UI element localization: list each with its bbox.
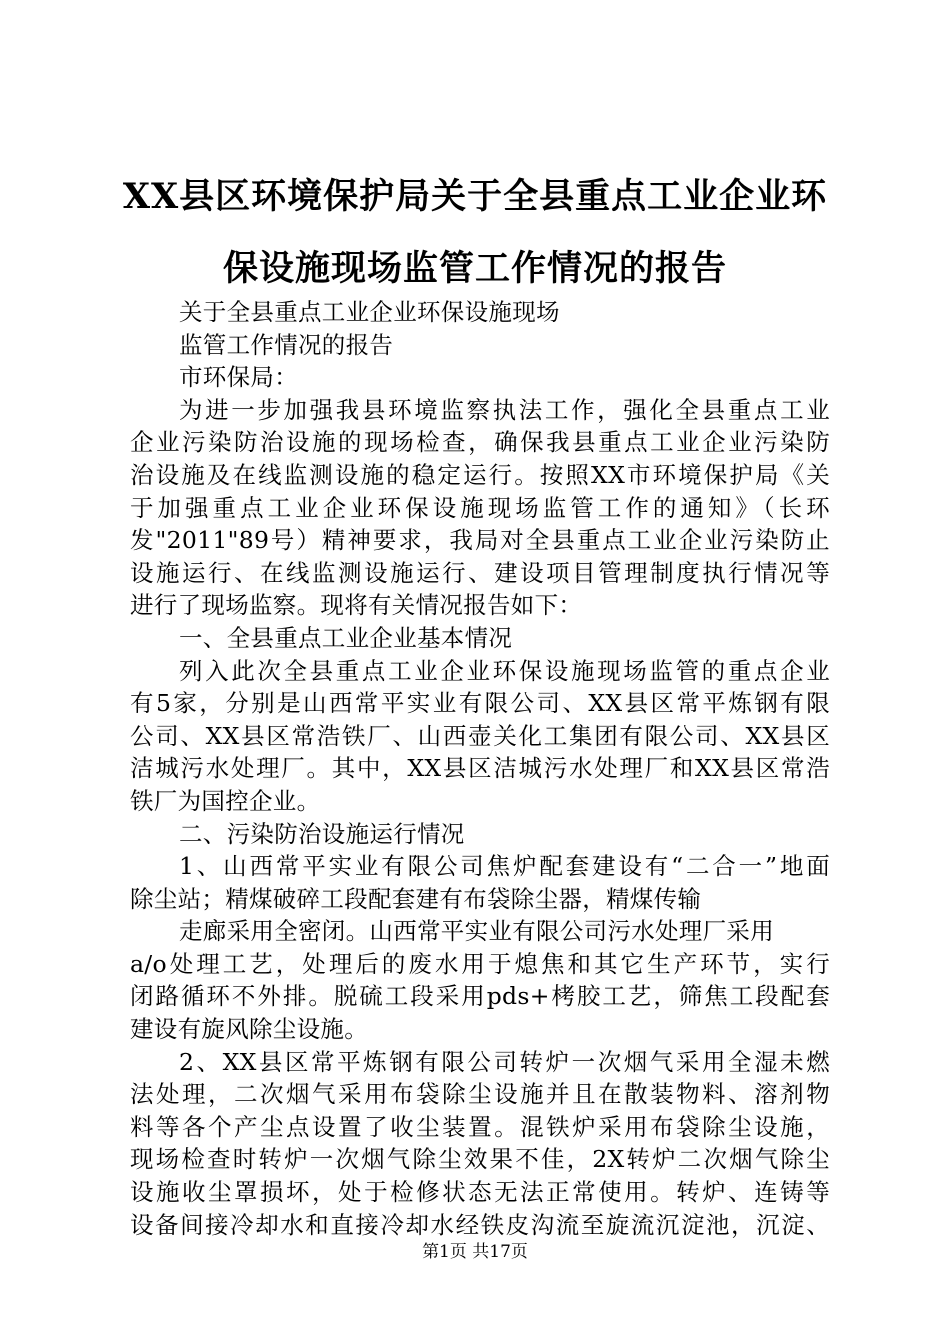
- section-heading-1: 一、全县重点工业企业基本情况: [179, 623, 513, 652]
- subtitle-line-2: 监管工作情况的报告: [179, 330, 394, 359]
- page-number-footer: 第1页 共17页: [422, 1242, 528, 1262]
- paragraph-line: 设备间接冷却水和直接冷却水经铁皮沟流至旋流沉淀池，沉淀、: [130, 1210, 830, 1239]
- paragraph-line: a/o处理工艺，处理后的废水用于熄焦和其它生产环节，实行: [130, 949, 830, 978]
- paragraph-line: 走廊采用全密闭。山西常平实业有限公司污水处理厂采用: [179, 917, 774, 946]
- document-title-line-2: 保设施现场监管工作情况的报告: [222, 248, 727, 289]
- paragraph-line: 1、山西常平实业有限公司焦炉配套建设有“二合一”地面: [179, 852, 830, 881]
- paragraph-line: 铁厂为国控企业。: [130, 786, 321, 815]
- document-title-line-1: XX县区环境保护局关于全县重点工业企业环: [122, 176, 828, 217]
- document-body: [130, 296, 830, 1241]
- paragraph-line: 有5家，分别是山西常平实业有限公司、XX县区常平炼钢有限: [130, 689, 830, 718]
- salutation: 市环保局：: [179, 363, 298, 392]
- paragraph-line: 现场检查时转炉一次烟气除尘效果不佳，2X转炉二次烟气除尘: [130, 1145, 830, 1174]
- paragraph-line: 治设施及在线监测设施的稳定运行。按照XX市环境保护局《关: [130, 460, 830, 489]
- subtitle-line-1: 关于全县重点工业企业环保设施现场: [179, 298, 560, 326]
- paragraph-line: 闭路循环不外排。脱硫工段采用pds+栲胶工艺，筛焦工段配套: [130, 982, 830, 1011]
- paragraph-line: 设施运行、在线监测设施运行、建设项目管理制度执行情况等: [130, 558, 830, 587]
- paragraph-line: 洁城污水处理厂。其中，XX县区洁城污水处理厂和XX县区常浩: [130, 754, 830, 783]
- paragraph-line: 除尘站；精煤破碎工段配套建有布袋除尘器，精煤传输: [130, 884, 702, 913]
- paragraph-line: 公司、XX县区常浩铁厂、山西壶关化工集团有限公司、XX县区: [130, 721, 830, 750]
- paragraph-line: 列入此次全县重点工业企业环保设施现场监管的重点企业: [179, 656, 830, 685]
- paragraph-line: 2、XX县区常平炼钢有限公司转炉一次烟气采用全湿未燃: [179, 1047, 830, 1076]
- paragraph-line: 法处理，二次烟气采用布袋除尘设施并且在散装物料、溶剂物: [130, 1080, 830, 1109]
- paragraph-line: 进行了现场监察。现将有关情况报告如下：: [130, 591, 583, 620]
- paragraph-line: 为进一步加强我县环境监察执法工作，强化全县重点工业: [179, 395, 830, 424]
- paragraph-line: 设施收尘罩损坏，处于检修状态无法正常使用。转炉、连铸等: [130, 1178, 830, 1207]
- paragraph-line: 发"2011"89号）精神要求，我局对全县重点工业企业污染防止: [130, 526, 830, 555]
- paragraph-line: 料等各个产尘点设置了收尘装置。混铁炉采用布袋除尘设施，: [130, 1112, 830, 1141]
- paragraph-line: 于加强重点工业企业环保设施现场监管工作的通知》（长环: [130, 493, 830, 522]
- paragraph-line: 企业污染防治设施的现场检查，确保我县重点工业企业污染防: [130, 428, 830, 457]
- paragraph-line: 建设有旋风除尘设施。: [130, 1015, 368, 1044]
- section-heading-2: 二、污染防治设施运行情况: [179, 819, 465, 848]
